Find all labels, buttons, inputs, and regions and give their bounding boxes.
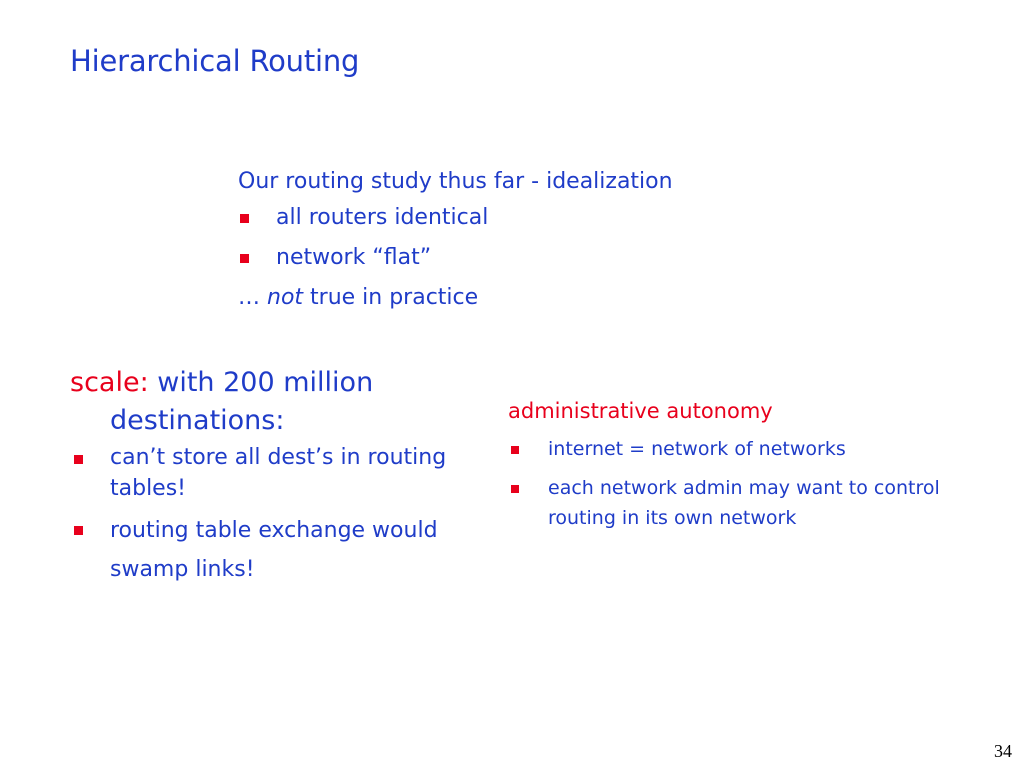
list-item-text: internet = network of networks — [548, 438, 846, 460]
closing-emphasis: not — [267, 285, 304, 310]
list-item — [238, 238, 673, 278]
list-item-text: all routers identical — [276, 205, 489, 230]
closing-prefix: … — [238, 285, 267, 310]
scale-keyword: scale: — [70, 367, 149, 398]
list-item-text: each network admin may want to control routing in its own network — [548, 477, 940, 529]
intro-section — [238, 166, 673, 318]
admin-section — [508, 396, 968, 542]
scale-section — [70, 364, 510, 596]
closing-suffix: true in practice — [303, 285, 479, 310]
square-bullet-icon — [74, 455, 83, 464]
scale-bullet-list — [70, 442, 510, 589]
admin-bullet-list — [508, 434, 968, 533]
list-item-text: network “flat” — [276, 245, 432, 270]
page-number: 34 — [994, 741, 1012, 761]
slide-title: Hierarchical Routing — [70, 44, 360, 78]
scale-heading — [70, 364, 510, 440]
square-bullet-icon — [511, 446, 519, 454]
list-item — [238, 198, 673, 238]
intro-closing — [238, 278, 673, 318]
list-item-text: routing table exchange would swamp links! — [110, 518, 438, 582]
intro-lead: Our routing study thus far - idealization — [238, 169, 673, 194]
list-item — [70, 442, 510, 504]
square-bullet-icon — [74, 526, 83, 535]
square-bullet-icon — [240, 254, 249, 263]
square-bullet-icon — [240, 214, 249, 223]
square-bullet-icon — [511, 485, 519, 493]
scale-heading-text: with 200 million destinations: — [110, 367, 374, 436]
list-item-text: can’t store all dest’s in routing tables! — [110, 445, 447, 501]
list-item — [508, 434, 968, 464]
admin-heading: administrative autonomy — [508, 399, 773, 423]
list-item — [70, 511, 510, 589]
intro-bullet-list — [238, 198, 673, 278]
list-item — [508, 473, 968, 533]
